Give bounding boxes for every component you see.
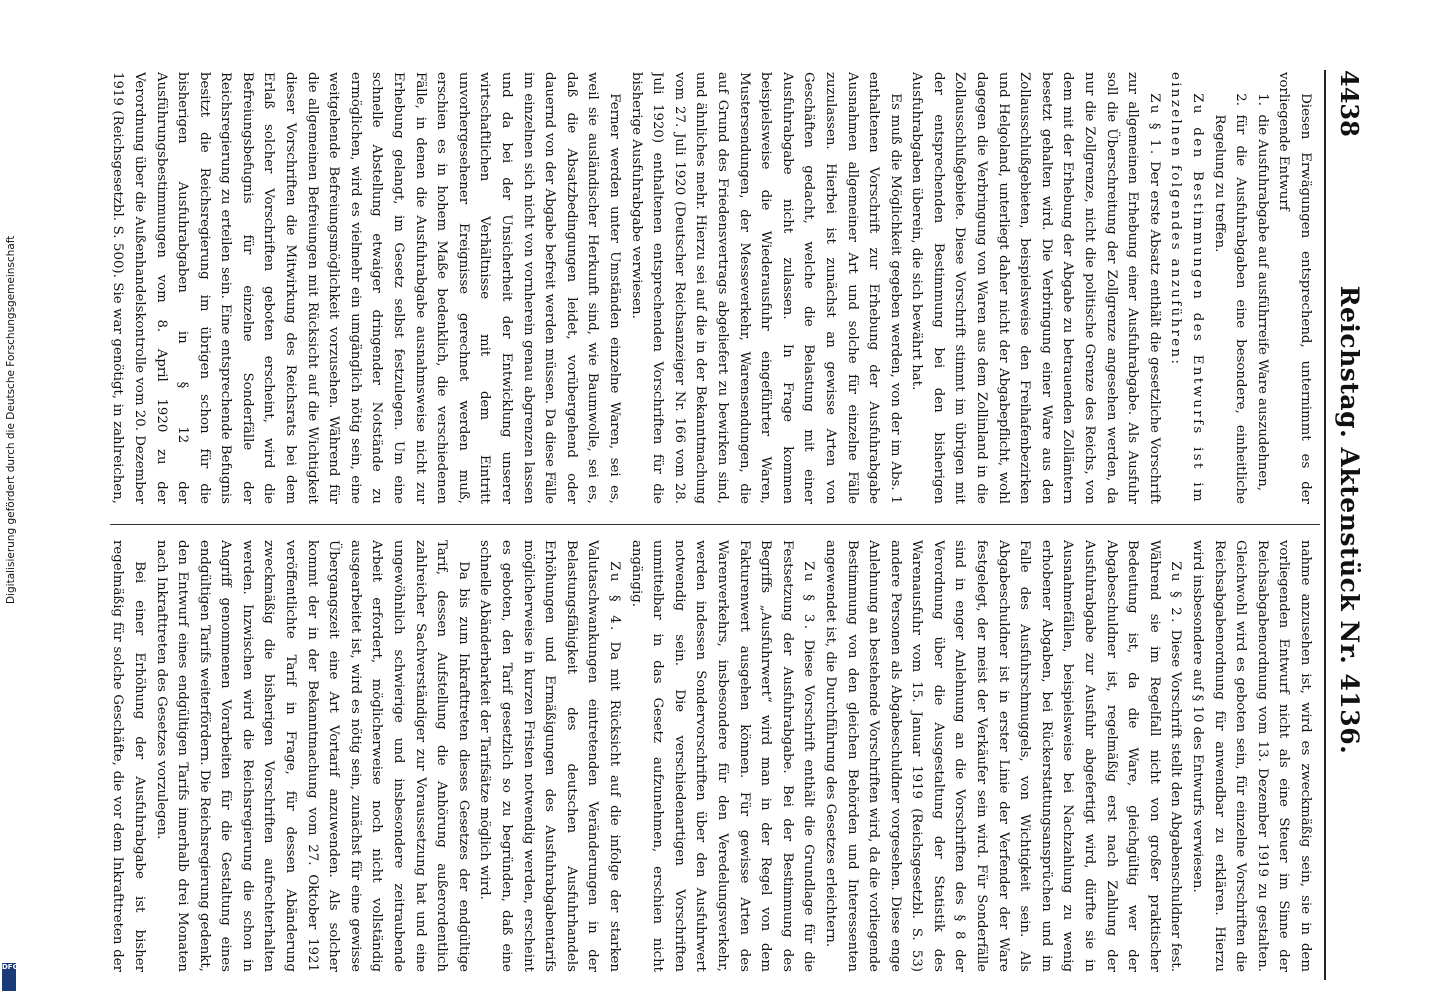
paragraph: Da bis zum Inkrafttreten dieses Gesetzes der endgültige Tarif, dessen Aufstellung die Anhörung außerordentlich zahlreicher Sachverständiger zur Voraussetzung hat und eine ungewöhnlich schwierige und insbesondere zeitraubende Arbeit erfordert, möglicherweise noch nicht vollständig ausgearbeitet ist, wird es nötig sein, zunächst für eine gewisse Übergangszeit eine Art Vortarif anzuwenden. Als solcher kommt der in der Bekanntmachung vom 27. Oktober 1921 veröffentlichte Tarif in Frage, für dessen Abänderung zweckmäßig die bisherigen Vorschriften aufrechterhalten werden. Inzwischen wird die Reichsregierung die schon in Angriff genommenen Vorarbeiten für die Gestaltung eines endgültigen Tarifs weiterfördern. Die Reichsregierung gedenkt, den Entwurf eines endgültigen Tarifs innerhalb drei Monaten nach Inkrafttreten des Gesetzes vorzulegen. (153, 540, 471, 972)
section-heading: Zu § 2. (1168, 561, 1184, 625)
paragraph-text: Diese Vorschrift stellt den Abgabenschuldner fest. Während sie im Regelfall nicht von großer praktischer Bedeutung ist, da die Ware, gleichgültig wer der Abgabeschuldner ist, regelmäßig erst nach Zahlung der Ausfuhrabgabe zur Ausfuhr abgefertigt wird, dürfte sie in Ausnahmefällen, beispielsweise bei Nachzahlung zu wenig erhobener Abgaben, bei Rückerstattungsansprüchen und im Falle des Ausfuhrschmuggels, von Wichtigkeit sein. Als Abgabeschuldner ist in erster Linie der Verfender der Ware festgelegt, der meist der Verkäufer sein wird. Für Sonderfälle sind in enger Anlehnung an die Vorschriften des § 8 der Verordnung über die Ausgestaltung der Statistik des Warenausfuhr vom 15. Januar 1919 (Reichsgesetzbl. S. 53) andere Personen als Abgabeschuldner vorgesehen. Diese enge Anlehnung an bestehende Vorschriften wird, da die vorliegende Bestimmung von den gleichen Behörden und Interessenten angewendet ist, die Durchführung des Gesetzes erleichtern. (822, 540, 1184, 972)
paragraph: Diesen Erwägungen entsprechend, unternimmt es der vorliegende Entwurf (1276, 72, 1313, 504)
list-item (1251, 72, 1273, 504)
list-item-number: 2. (1233, 93, 1249, 106)
section-heading: Zu § 3. (801, 561, 817, 632)
page-number: 4438 (1335, 70, 1364, 137)
paragraph: Es muß die Möglichkeit gegeben werden, von der im Abs. 1 enthaltenen Vorschrift zur Erhebung der Ausfuhrabgabe Ausnahmen allgemeiner Art und solche für einzelne Fälle zuzulassen. Hierbei ist zunächst an gewisse Arten von Geschäften gedacht, welche die Belastung mit einer Ausfuhrabgabe nicht zulassen. In Frage kommen beispielsweise die Wiederausfuhr eingeführter Waren, Mustersendungen, der Messeverkehr, Warensendungen, die auf Grund des Friedensvertrags abgeliefert zu bewirken sind, und ähnliches mehr. Hierzu sei auf die in der Bekanntmachung vom 27. Juli 1920 (Deutscher Reichsanzeiger Nr. 166 vom 28. Juli 1920) enthaltenen entsprechenden Vorschriften für die bisherige Ausfuhrabgabe verwiesen. (628, 72, 903, 504)
header-rule (1324, 70, 1326, 980)
list-item-number: 1. (1254, 93, 1270, 106)
left-column (106, 72, 1316, 504)
paragraph: Bei einer Erhöhung der Ausfuhrabgabe ist bisher regelmäßig für solche Geschäfte, die vor dem Inkrafttreten der (110, 540, 147, 972)
right-column (106, 540, 1316, 972)
section-intro (1165, 72, 1208, 504)
document-page (40, 0, 1400, 1000)
paragraph (474, 540, 625, 972)
dfg-logo (2, 963, 19, 991)
list-item (1208, 72, 1251, 504)
column-divider (110, 524, 1320, 525)
paragraph (906, 72, 1165, 504)
paragraph-text: Der erste Absatz enthält die gesetzliche Vorschrift zur allgemeinen Erhebung einer Ausfuhrabgabe. Als Ausfuhr soll die Überschreitung der Zollgrenze angesehen werden, da nur die Zollgrenze, nicht die politische Grenze des Reichs, von dem mit der Erhebung der Abgabe zu betrauenden Zollämtern besetzt gehalten wird. Die Verbringung einer Ware aus den Zollausschlußgebieten, beispielsweise den Freihafenbezirken und Helgoland, unterliegt daher nicht der Abgabepflicht, wohl dagegen die Verbringung von Waren aus dem Zollinland in die Zollausschlußgebiete. Diese Vorschrift stimmt im übrigen mit der entsprechenden Bestimmung bei den bisherigen Ausfuhrabgaben überein, die sich bewährt hat. (909, 72, 1162, 504)
section-heading: Zu § 1. (1146, 93, 1162, 157)
list-item-text: für die Ausfuhrabgaben eine besondere, einheitliche Regelung zu treffen. (1211, 114, 1249, 504)
dfg-logo-text: DFG (2, 963, 19, 971)
paragraph (625, 540, 819, 972)
paragraph: Ferner werden unter Umständen einzelne Waren, sei es, weil sie ausländischer Herkunft sind, wie Baumwolle, sei es, daß die Absatzbedingungen leidet, vorübergehend oder dauernd von der Abgabe befreit werden müssen. Da diese Fälle im einzelnen sich nicht von vornherein genau abgrenzen lassen und da bei der Unsicherheit der Entwicklung unserer wirtschaftlichen Verhältnisse mit dem Eintritt unvorhergesehener Ereignisse gerechnet werden muß, erschien es in hohem Maße bedenklich, die verschiedenen Fälle, in denen die Ausfuhrabgabe ausnahmsweise nicht zur Erhebung gelangt, im Gesetz selbst festzulegen. Um eine schnelle Abstellung etwaiger dringender Notstände zu ermöglichen, wird es vielmehr ein umgänglich nötig sein, eine weitgehende Befreiungsmöglichkeit vorzusehen. Während für die allgemeinen Befreiungen mit Rücksicht auf die Wichtigkeit dieser Vorschriften die Mitwirkung des Reichsrats bei dem Erlaß solcher Vorschriften geboten erscheint, wird die Befreiungsbefugnis für einzelne Sonderfälle der Reichsregierung zu erteilen sein. Eine entsprechende Befugnis besitzt die Reichsregierung im übrigen schon für die bisherigen Ausfuhrabgaben in § 12 der Ausführungsbestimmungen vom 8. April 1920 zu der Verordnung über die Außenhandelskontrolle vom 20. Dezember 1919 (Reichsgesetzbl. S. 500). Sie war genötigt, in zahlreichen, (110, 72, 622, 504)
paragraph: nahme anzusehen ist, wird es zweckmäßig sein, sie in dem vorliegenden Entwurf nicht als eine Steuer im Sinne der Reichsabgabenordnung vom 13. Dezember 1919 zu gestalten. Gleichwohl wird es geboten sein, für einzelne Vorschriften die Reichsabgabenordnung für anwendbar zu erklären. Hierzu wird insbesondere auf § 10 des Entwurfs verwiesen. (1190, 540, 1313, 972)
paragraph-text: Da mit Rücksicht auf die infolge der starken Valutaschwankungen eintretenden Veränderungen in der Belastungsfähigkeit des deutschen Ausfuhrhandels Erhöhungen und Ermäßigungen des Ausfuhrabgabentarifs möglicherweise in kurzen Fristen notwendig werden, erscheint es geboten, den Tarif gesetzlich so zu begründen, daß eine schnelle Abänderbarkeit der Tarifsätze möglich wird. (477, 540, 622, 972)
paragraph-text: Diese Vorschrift enthält die Grundlage für die Festsetzung der Ausfuhrabgabe. Bei der Bestimmung des Begriffs „Ausfuhrwert“ wird man in der Regel von dem Fakturenwert ausgehen können. Für gewisse Arten des Warenverkehrs, insbesondere für den Veredelungsverkehr, werden indessen Sondervorschriften über den Ausfuhrwert notwendig sein. Die verschiedenartigen Vorschriften unmittelbar in das Gesetz aufzunehmen, erschien nicht angängig. (628, 540, 817, 972)
page-header (1332, 70, 1364, 970)
section-heading: Zu § 4. (607, 561, 622, 633)
section-intro-text: Zu den Bestimmungen des Entwurfs ist im einzelnen folgendes anzuführen: (1168, 72, 1206, 504)
list-item-text: die Ausfuhrabgabe auf ausführreife Ware auszudehnen, (1254, 114, 1270, 492)
paragraph (819, 540, 1186, 972)
digitization-credit: Digitalisierung gefördert durch die Deutsche Forschungsgemeinschaft (5, 235, 17, 604)
page-header-title: Reichstag. Aktenstück Nr. 4136. (1335, 285, 1364, 755)
